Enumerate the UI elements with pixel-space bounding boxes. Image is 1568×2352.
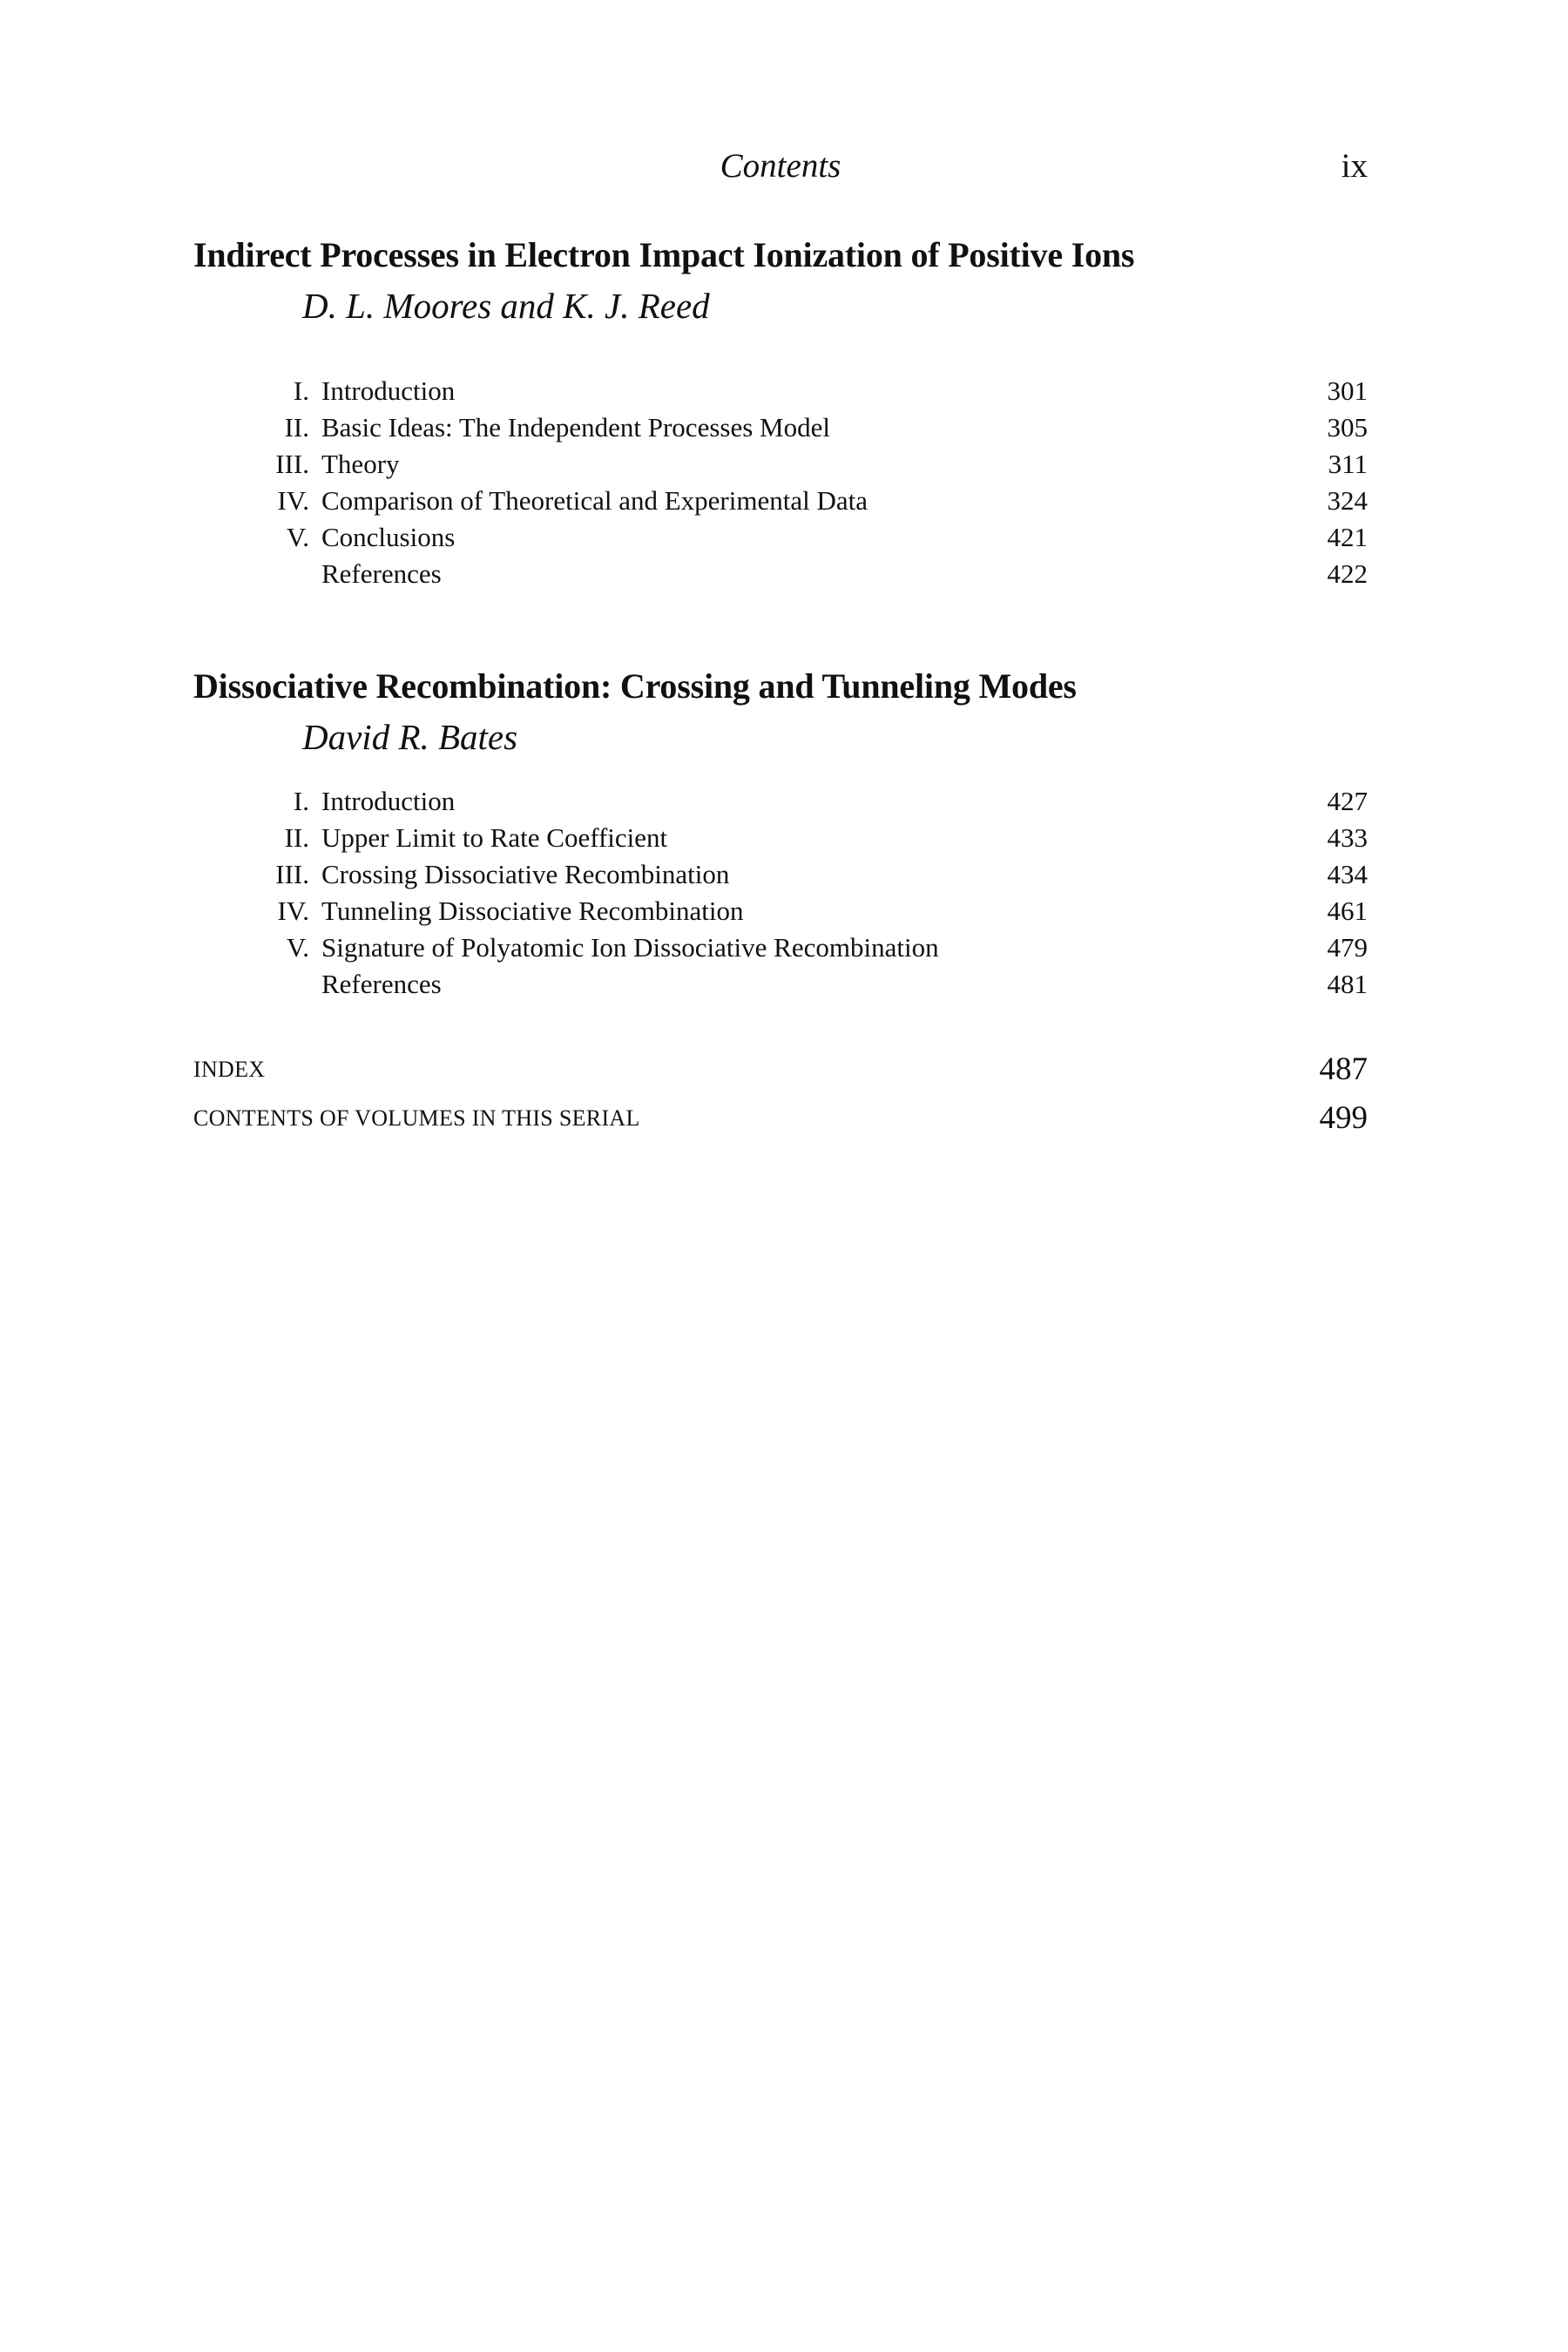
section-title: Crossing Dissociative Recombination bbox=[321, 859, 730, 889]
contents-of-volumes-label: CONTENTS OF VOLUMES IN THIS SERIAL bbox=[193, 1105, 640, 1131]
contents-of-volumes-page: 499 bbox=[1319, 1100, 1368, 1136]
section-page: 479 bbox=[1327, 932, 1368, 963]
index-page: 487 bbox=[1319, 1051, 1368, 1087]
running-head: Contents bbox=[720, 147, 841, 185]
section-page: 311 bbox=[1328, 449, 1368, 479]
page-header bbox=[193, 146, 1368, 199]
toc-list bbox=[193, 373, 1368, 592]
toc-entry[interactable] bbox=[193, 446, 1368, 483]
section-title: Upper Limit to Rate Coefficient bbox=[321, 822, 668, 853]
section-page: 324 bbox=[1327, 485, 1368, 516]
section-number: I. bbox=[293, 786, 309, 816]
section-title: References bbox=[321, 558, 442, 589]
toc-entry[interactable] bbox=[193, 856, 1368, 893]
toc-entry[interactable] bbox=[193, 929, 1368, 966]
toc-entry[interactable] bbox=[193, 966, 1368, 1003]
chapter-author: D. L. Moores and K. J. Reed bbox=[302, 286, 710, 326]
section-number: II. bbox=[284, 412, 309, 443]
toc-entry[interactable] bbox=[193, 373, 1368, 409]
section-number: V. bbox=[286, 932, 309, 963]
chapter-1 bbox=[193, 233, 1368, 592]
toc-entry[interactable] bbox=[193, 409, 1368, 446]
section-number: IV. bbox=[277, 485, 309, 516]
section-page: 481 bbox=[1327, 969, 1368, 999]
index-entry[interactable] bbox=[193, 1045, 1368, 1094]
section-number: III. bbox=[275, 859, 309, 889]
index-label: INDEX bbox=[193, 1057, 266, 1082]
section-number: III. bbox=[275, 449, 309, 479]
section-title: Signature of Polyatomic Ion Dissociative Recombination bbox=[321, 932, 939, 963]
contents-of-volumes-entry[interactable] bbox=[193, 1094, 1368, 1143]
section-page: 422 bbox=[1327, 558, 1368, 589]
toc-entry[interactable] bbox=[193, 519, 1368, 556]
chapter-title: Indirect Processes in Electron Impact Ionization of Positive Ions bbox=[193, 235, 1135, 274]
section-title: Conclusions bbox=[321, 522, 456, 552]
toc-entry[interactable] bbox=[193, 556, 1368, 592]
section-title: Introduction bbox=[321, 786, 456, 816]
section-number: IV. bbox=[277, 896, 309, 926]
section-title: Tunneling Dissociative Recombination bbox=[321, 896, 744, 926]
section-page: 305 bbox=[1327, 412, 1368, 443]
page-number: ix bbox=[1341, 147, 1368, 185]
chapter-title: Dissociative Recombination: Crossing and Tunneling Modes bbox=[193, 666, 1077, 706]
backmatter bbox=[193, 1045, 1368, 1143]
section-page: 421 bbox=[1327, 522, 1368, 552]
section-page: 461 bbox=[1327, 896, 1368, 926]
section-title: Introduction bbox=[321, 375, 456, 406]
section-title: Comparison of Theoretical and Experimental Data bbox=[321, 485, 868, 516]
chapter-author: David R. Bates bbox=[302, 717, 518, 757]
toc-entry[interactable] bbox=[193, 783, 1368, 820]
toc-list bbox=[193, 783, 1368, 1003]
toc-entry[interactable] bbox=[193, 820, 1368, 856]
section-page: 301 bbox=[1327, 375, 1368, 406]
section-page: 427 bbox=[1327, 786, 1368, 816]
chapter-2 bbox=[193, 665, 1368, 1003]
toc-entry[interactable] bbox=[193, 483, 1368, 519]
section-title: Basic Ideas: The Independent Processes Model bbox=[321, 412, 830, 443]
section-number: II. bbox=[284, 822, 309, 853]
section-page: 433 bbox=[1327, 822, 1368, 853]
section-number: I. bbox=[293, 375, 309, 406]
section-page: 434 bbox=[1327, 859, 1368, 889]
section-title: Theory bbox=[321, 449, 400, 479]
section-title: References bbox=[321, 969, 442, 999]
toc-entry[interactable] bbox=[193, 893, 1368, 929]
section-number: V. bbox=[286, 522, 309, 552]
